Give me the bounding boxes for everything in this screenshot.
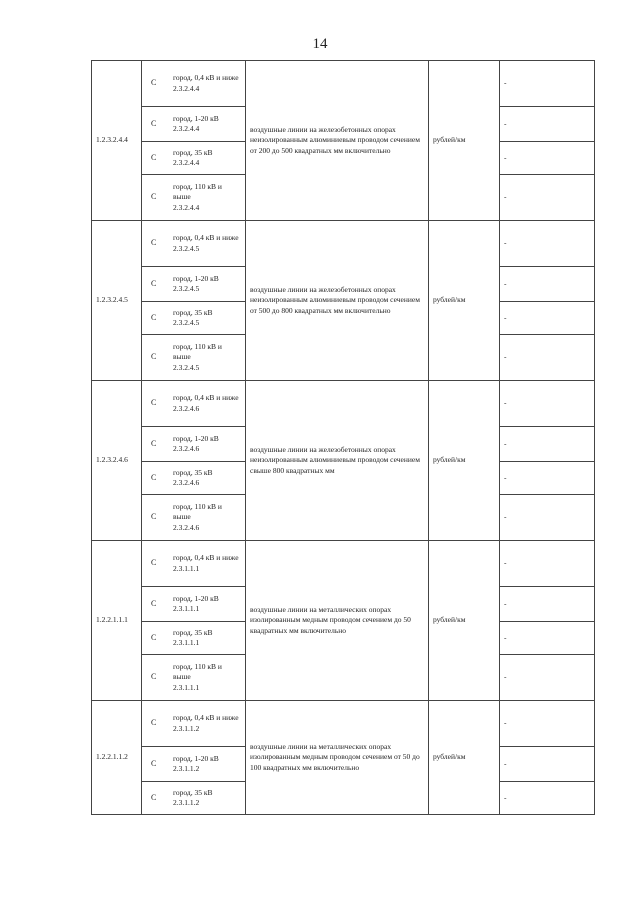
- rate-value: -: [500, 381, 595, 427]
- rate-value: -: [500, 655, 595, 701]
- item-code: 1.2.3.2.4.6: [92, 381, 142, 541]
- category-letter: С: [151, 238, 157, 248]
- rate-value: -: [500, 622, 595, 655]
- category-letter: С: [151, 758, 157, 768]
- rate-value: -: [500, 221, 595, 267]
- line-description: воздушные линии на металлических опорах изолированным медным проводом сечением до 50 квадратных мм включительно: [246, 541, 429, 701]
- line-description: воздушные линии на металлических опорах изолированным медным проводом сечением от 50 до 100 квадратных мм включительно: [246, 701, 429, 815]
- category-label: город, 1-20 кВ 2.3.2.4.5: [173, 273, 219, 293]
- category-cell: [142, 302, 246, 335]
- category-letter: С: [151, 558, 157, 568]
- tariff-table-body: [92, 61, 595, 815]
- category-cell: [142, 175, 246, 221]
- category-label: город, 35 кВ 2.3.1.1.1: [173, 627, 213, 647]
- category-letter: С: [151, 632, 157, 642]
- unit-of-measure: рублей/км: [429, 61, 500, 221]
- rate-value: -: [500, 462, 595, 495]
- category-label: город, 35 кВ 2.3.2.4.6: [173, 467, 213, 487]
- category-label: город, 0,4 кВ и ниже 2.3.2.4.6: [173, 393, 239, 413]
- category-label: город, 1-20 кВ 2.3.1.1.2: [173, 753, 219, 773]
- category-cell: [142, 701, 246, 747]
- category-label: город, 110 кВ и выше 2.3.2.4.5: [173, 342, 222, 372]
- category-cell: [142, 747, 246, 782]
- rate-value: -: [500, 175, 595, 221]
- category-letter: С: [151, 512, 157, 522]
- page-number: 14: [312, 36, 328, 52]
- category-cell: [142, 107, 246, 142]
- line-description: воздушные линии на железобетонных опорах неизолированным алюминиевым проводом сечением от 500 до 800 квадратных мм включительно: [246, 221, 429, 381]
- category-cell: [142, 462, 246, 495]
- category-letter: С: [151, 672, 157, 682]
- category-letter: С: [151, 152, 157, 162]
- unit-of-measure: рублей/км: [429, 381, 500, 541]
- rate-value: -: [500, 701, 595, 747]
- category-cell: [142, 381, 246, 427]
- category-label: город, 0,4 кВ и ниже 2.3.1.1.2: [173, 713, 239, 733]
- category-label: город, 110 кВ и выше 2.3.2.4.6: [173, 502, 222, 532]
- category-cell: [142, 221, 246, 267]
- line-description: воздушные линии на железобетонных опорах неизолированным алюминиевым проводом сечением от 200 до 500 квадратных мм включительно: [246, 61, 429, 221]
- category-label: город, 35 кВ 2.3.2.4.4: [173, 147, 213, 167]
- rate-value: -: [500, 302, 595, 335]
- category-letter: С: [151, 438, 157, 448]
- tariff-table: [91, 60, 595, 815]
- category-label: город, 0,4 кВ и ниже 2.3.2.4.5: [173, 233, 239, 253]
- category-cell: [142, 541, 246, 587]
- category-letter: С: [151, 118, 157, 128]
- category-letter: С: [151, 398, 157, 408]
- rate-value: -: [500, 541, 595, 587]
- line-description: воздушные линии на железобетонных опорах неизолированным алюминиевым проводом сечением свыше 800 квадратных мм: [246, 381, 429, 541]
- category-cell: [142, 335, 246, 381]
- table-row: [92, 221, 595, 267]
- category-letter: С: [151, 352, 157, 362]
- rate-value: -: [500, 142, 595, 175]
- item-code: 1.2.3.2.4.4: [92, 61, 142, 221]
- category-label: город, 0,4 кВ и ниже 2.3.1.1.1: [173, 553, 239, 573]
- category-label: город, 110 кВ и выше 2.3.2.4.4: [173, 182, 222, 212]
- category-label: город, 110 кВ и выше 2.3.1.1.1: [173, 662, 222, 692]
- category-letter: С: [151, 278, 157, 288]
- category-cell: [142, 267, 246, 302]
- category-label: город, 0,4 кВ и ниже 2.3.2.4.4: [173, 73, 239, 93]
- item-code: 1.2.3.2.4.5: [92, 221, 142, 381]
- rate-value: -: [500, 782, 595, 815]
- rate-value: -: [500, 427, 595, 462]
- item-code: 1.2.2.1.1.1: [92, 541, 142, 701]
- rate-value: -: [500, 495, 595, 541]
- category-letter: С: [151, 718, 157, 728]
- category-label: город, 1-20 кВ 2.3.1.1.1: [173, 593, 219, 613]
- table-row: [92, 701, 595, 747]
- rate-value: -: [500, 267, 595, 302]
- category-letter: С: [151, 78, 157, 88]
- category-label: город, 35 кВ 2.3.1.1.2: [173, 787, 213, 807]
- item-code: 1.2.2.1.1.2: [92, 701, 142, 815]
- category-cell: [142, 495, 246, 541]
- rate-value: -: [500, 587, 595, 622]
- category-cell: [142, 587, 246, 622]
- unit-of-measure: рублей/км: [429, 221, 500, 381]
- unit-of-measure: рублей/км: [429, 701, 500, 815]
- category-cell: [142, 782, 246, 815]
- category-cell: [142, 655, 246, 701]
- category-letter: С: [151, 598, 157, 608]
- category-letter: С: [151, 312, 157, 322]
- category-letter: С: [151, 192, 157, 202]
- category-label: город, 1-20 кВ 2.3.2.4.6: [173, 433, 219, 453]
- table-row: [92, 61, 595, 107]
- category-cell: [142, 142, 246, 175]
- rate-value: -: [500, 61, 595, 107]
- category-letter: С: [151, 472, 157, 482]
- table-row: [92, 381, 595, 427]
- rate-value: -: [500, 747, 595, 782]
- category-label: город, 1-20 кВ 2.3.2.4.4: [173, 113, 219, 133]
- category-letter: С: [151, 792, 157, 802]
- category-label: город, 35 кВ 2.3.2.4.5: [173, 307, 213, 327]
- rate-value: -: [500, 335, 595, 381]
- category-cell: [142, 427, 246, 462]
- category-cell: [142, 622, 246, 655]
- table-row: [92, 541, 595, 587]
- unit-of-measure: рублей/км: [429, 541, 500, 701]
- category-cell: [142, 61, 246, 107]
- rate-value: -: [500, 107, 595, 142]
